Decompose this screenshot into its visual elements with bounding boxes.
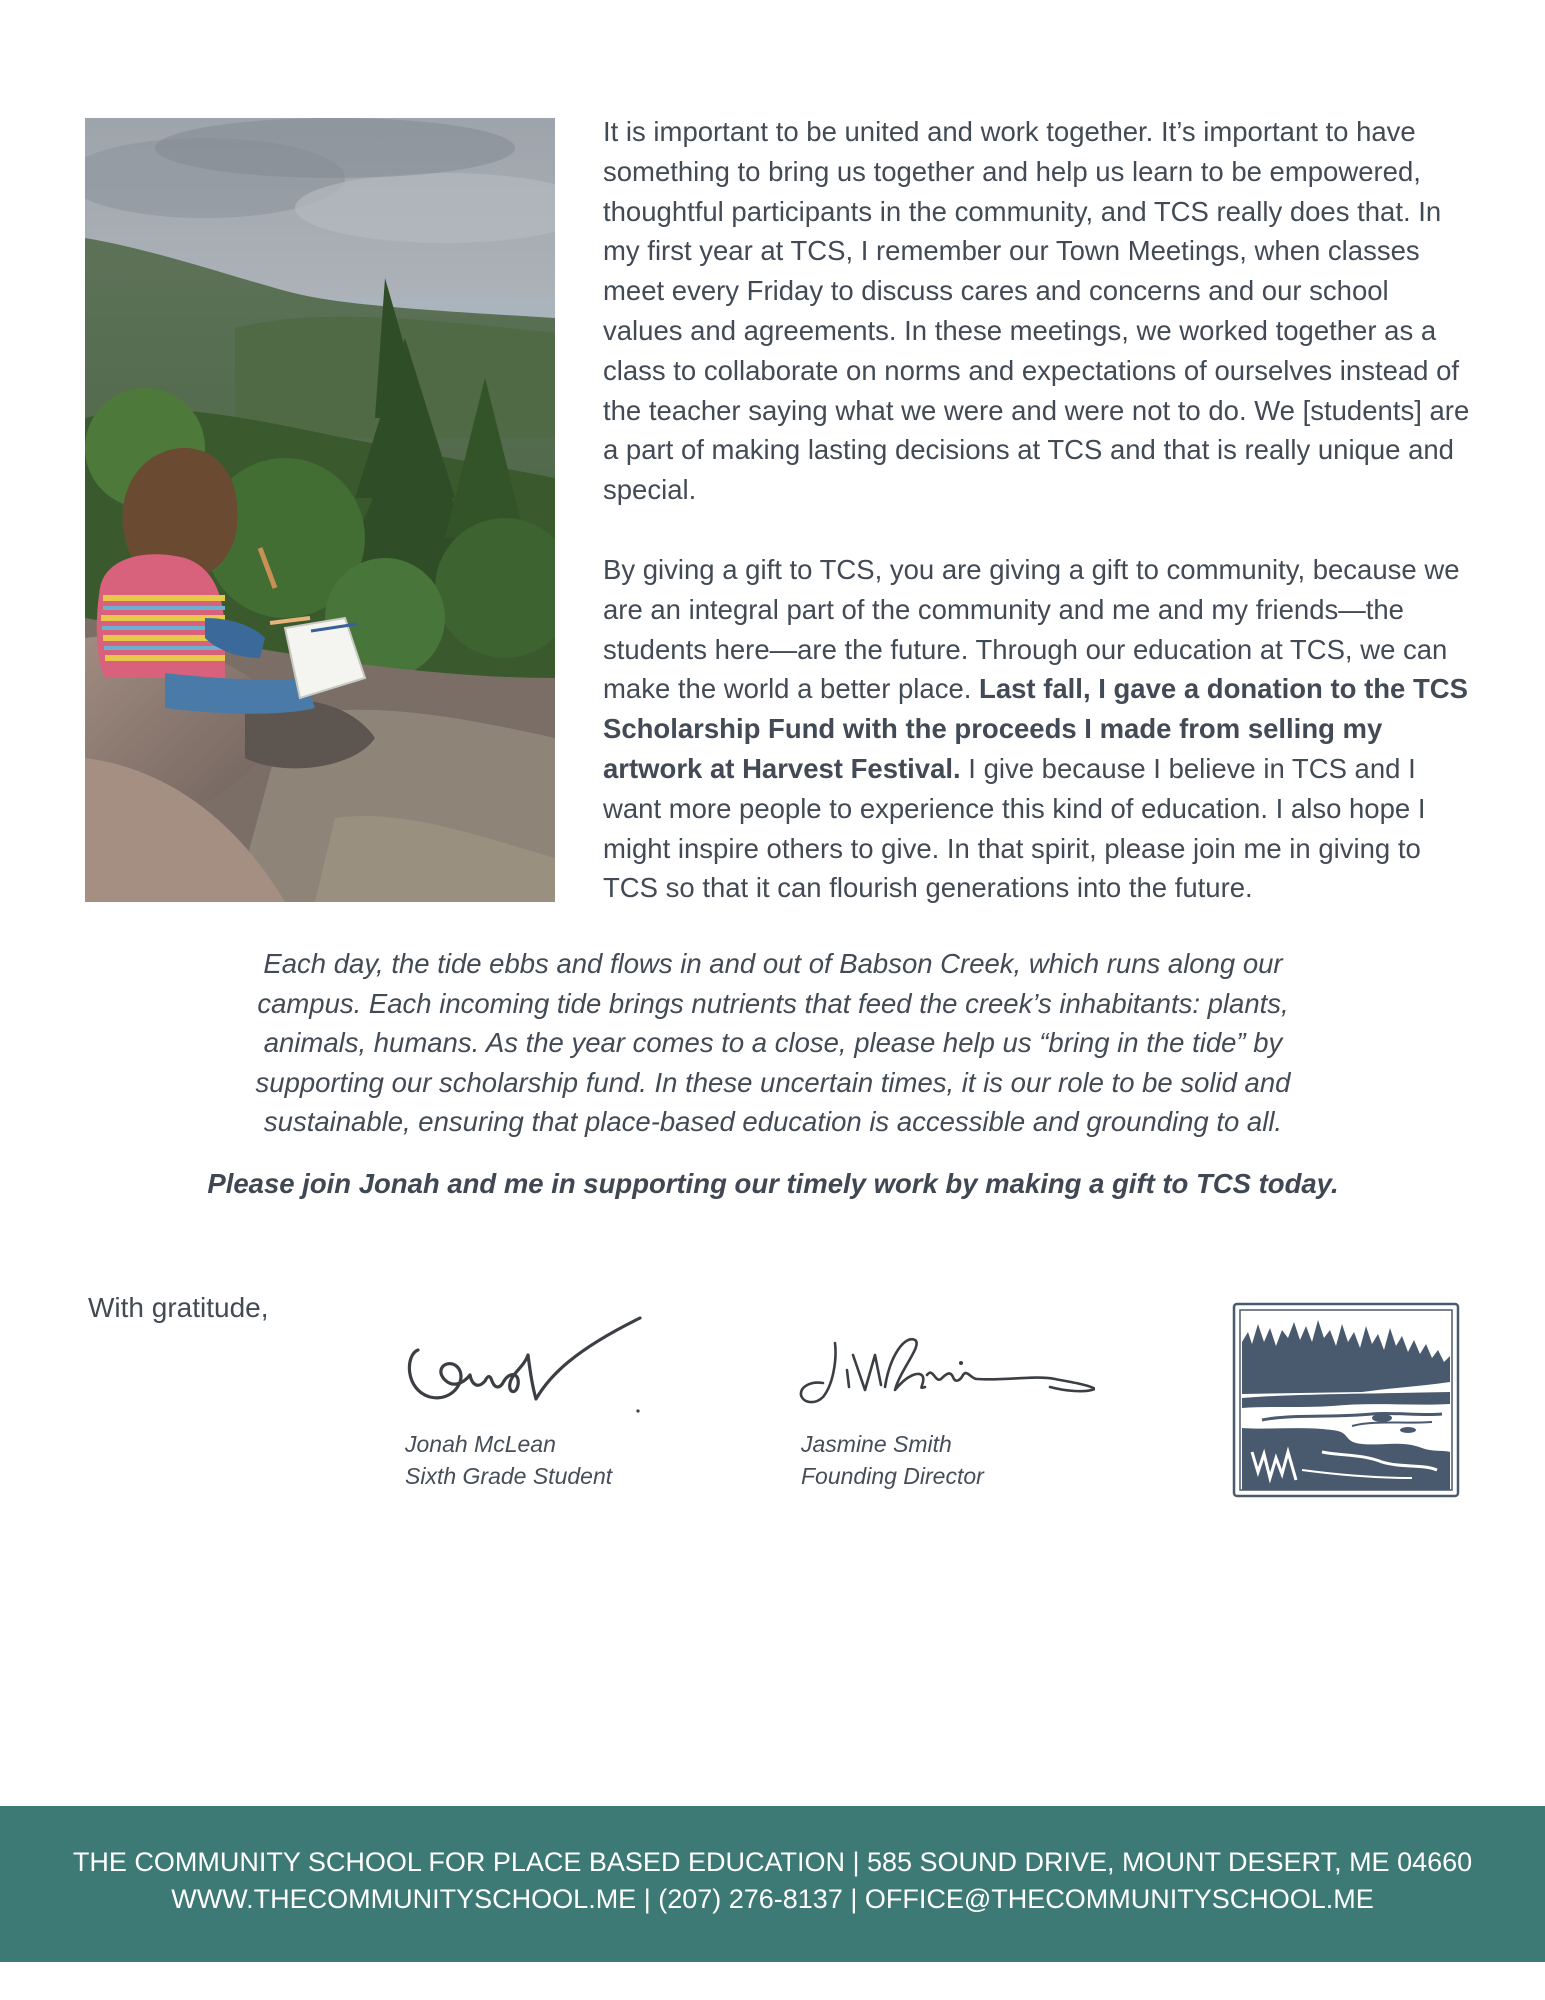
donation-highlight: Last fall, I gave a donation to the TCS Scholarship Fund with the proceeds I made from selling my artwork at Harvest Festival.	[603, 673, 1468, 784]
closing-salutation: With gratitude,	[88, 1292, 269, 1323]
letter-paragraph-2	[603, 550, 1473, 908]
signatory-name: Jasmine Smith	[801, 1431, 952, 1457]
paragraph-2-start: By giving a gift to TCS, you are giving a gift to community, because we are an integral part of the community and me and my friends—the students here—are the future. Through our education at TCS, we can make the world a better place.	[603, 553, 1460, 705]
paragraph-2-end: I give because I believe in TCS and I want more people to experience this kind of education. I also hope I might inspire others to give. In that spirit, please join me in giving to TCS so that it can flourish generations into the future.	[603, 752, 1426, 904]
signatory-jasmine	[801, 1428, 984, 1492]
jasmine-signature	[795, 1315, 1125, 1425]
signatory-title: Sixth Grade Student	[405, 1463, 613, 1489]
child-on-mountain-photo	[85, 118, 555, 902]
forest-lake-logo	[1232, 1302, 1460, 1498]
footer-web-phone-email: WWW.THECOMMUNITYSCHOOL.ME | (207) 276-8137 | OFFICE@THECOMMUNITYSCHOOL.ME	[171, 1884, 1374, 1914]
tide-paragraph: Each day, the tide ebbs and flows in and out of Babson Creek, which runs along our campus. Each incoming tide brings nutrients that feed the creek’s inhabitants: plants, animals, humans. As the year comes to a close, please help us “bring in the tide” by supporting our scholarship fund. In these uncertain times, it is our role to be solid and sustainable, ensuring that place-based education is accessible and grounding to all.	[255, 948, 1291, 1137]
letter-body	[603, 112, 1473, 908]
signatory-title: Founding Director	[801, 1463, 984, 1489]
jonah-signature	[400, 1315, 730, 1425]
signatory-jonah	[405, 1428, 612, 1492]
footer-address: THE COMMUNITY SCHOOL FOR PLACE BASED EDUCATION | 585 SOUND DRIVE, MOUNT DESERT, ME 04660	[72, 1847, 1473, 1877]
signatory-name: Jonah McLean	[405, 1431, 556, 1457]
gift-appeal: Please join Jonah and me in supporting our timely work by making a gift to TCS today.	[207, 1168, 1339, 1199]
footer-contact-band	[0, 1806, 1545, 1962]
letter-paragraph-1: It is important to be united and work together. It’s important to have something to bring us together and help us learn to be empowered, thoughtful participants in the community, and TCS really does that. In my first year at TCS, I remember our Town Meetings, when classes meet every Friday to discuss cares and concerns and our school values and agreements. In these meetings, we worked together as a class to collaborate on norms and expectations of ourselves instead of the teacher saying what we were and were not to do. We [students] are a part of making lasting decisions at TCS and that is really unique and special.	[603, 116, 1470, 506]
